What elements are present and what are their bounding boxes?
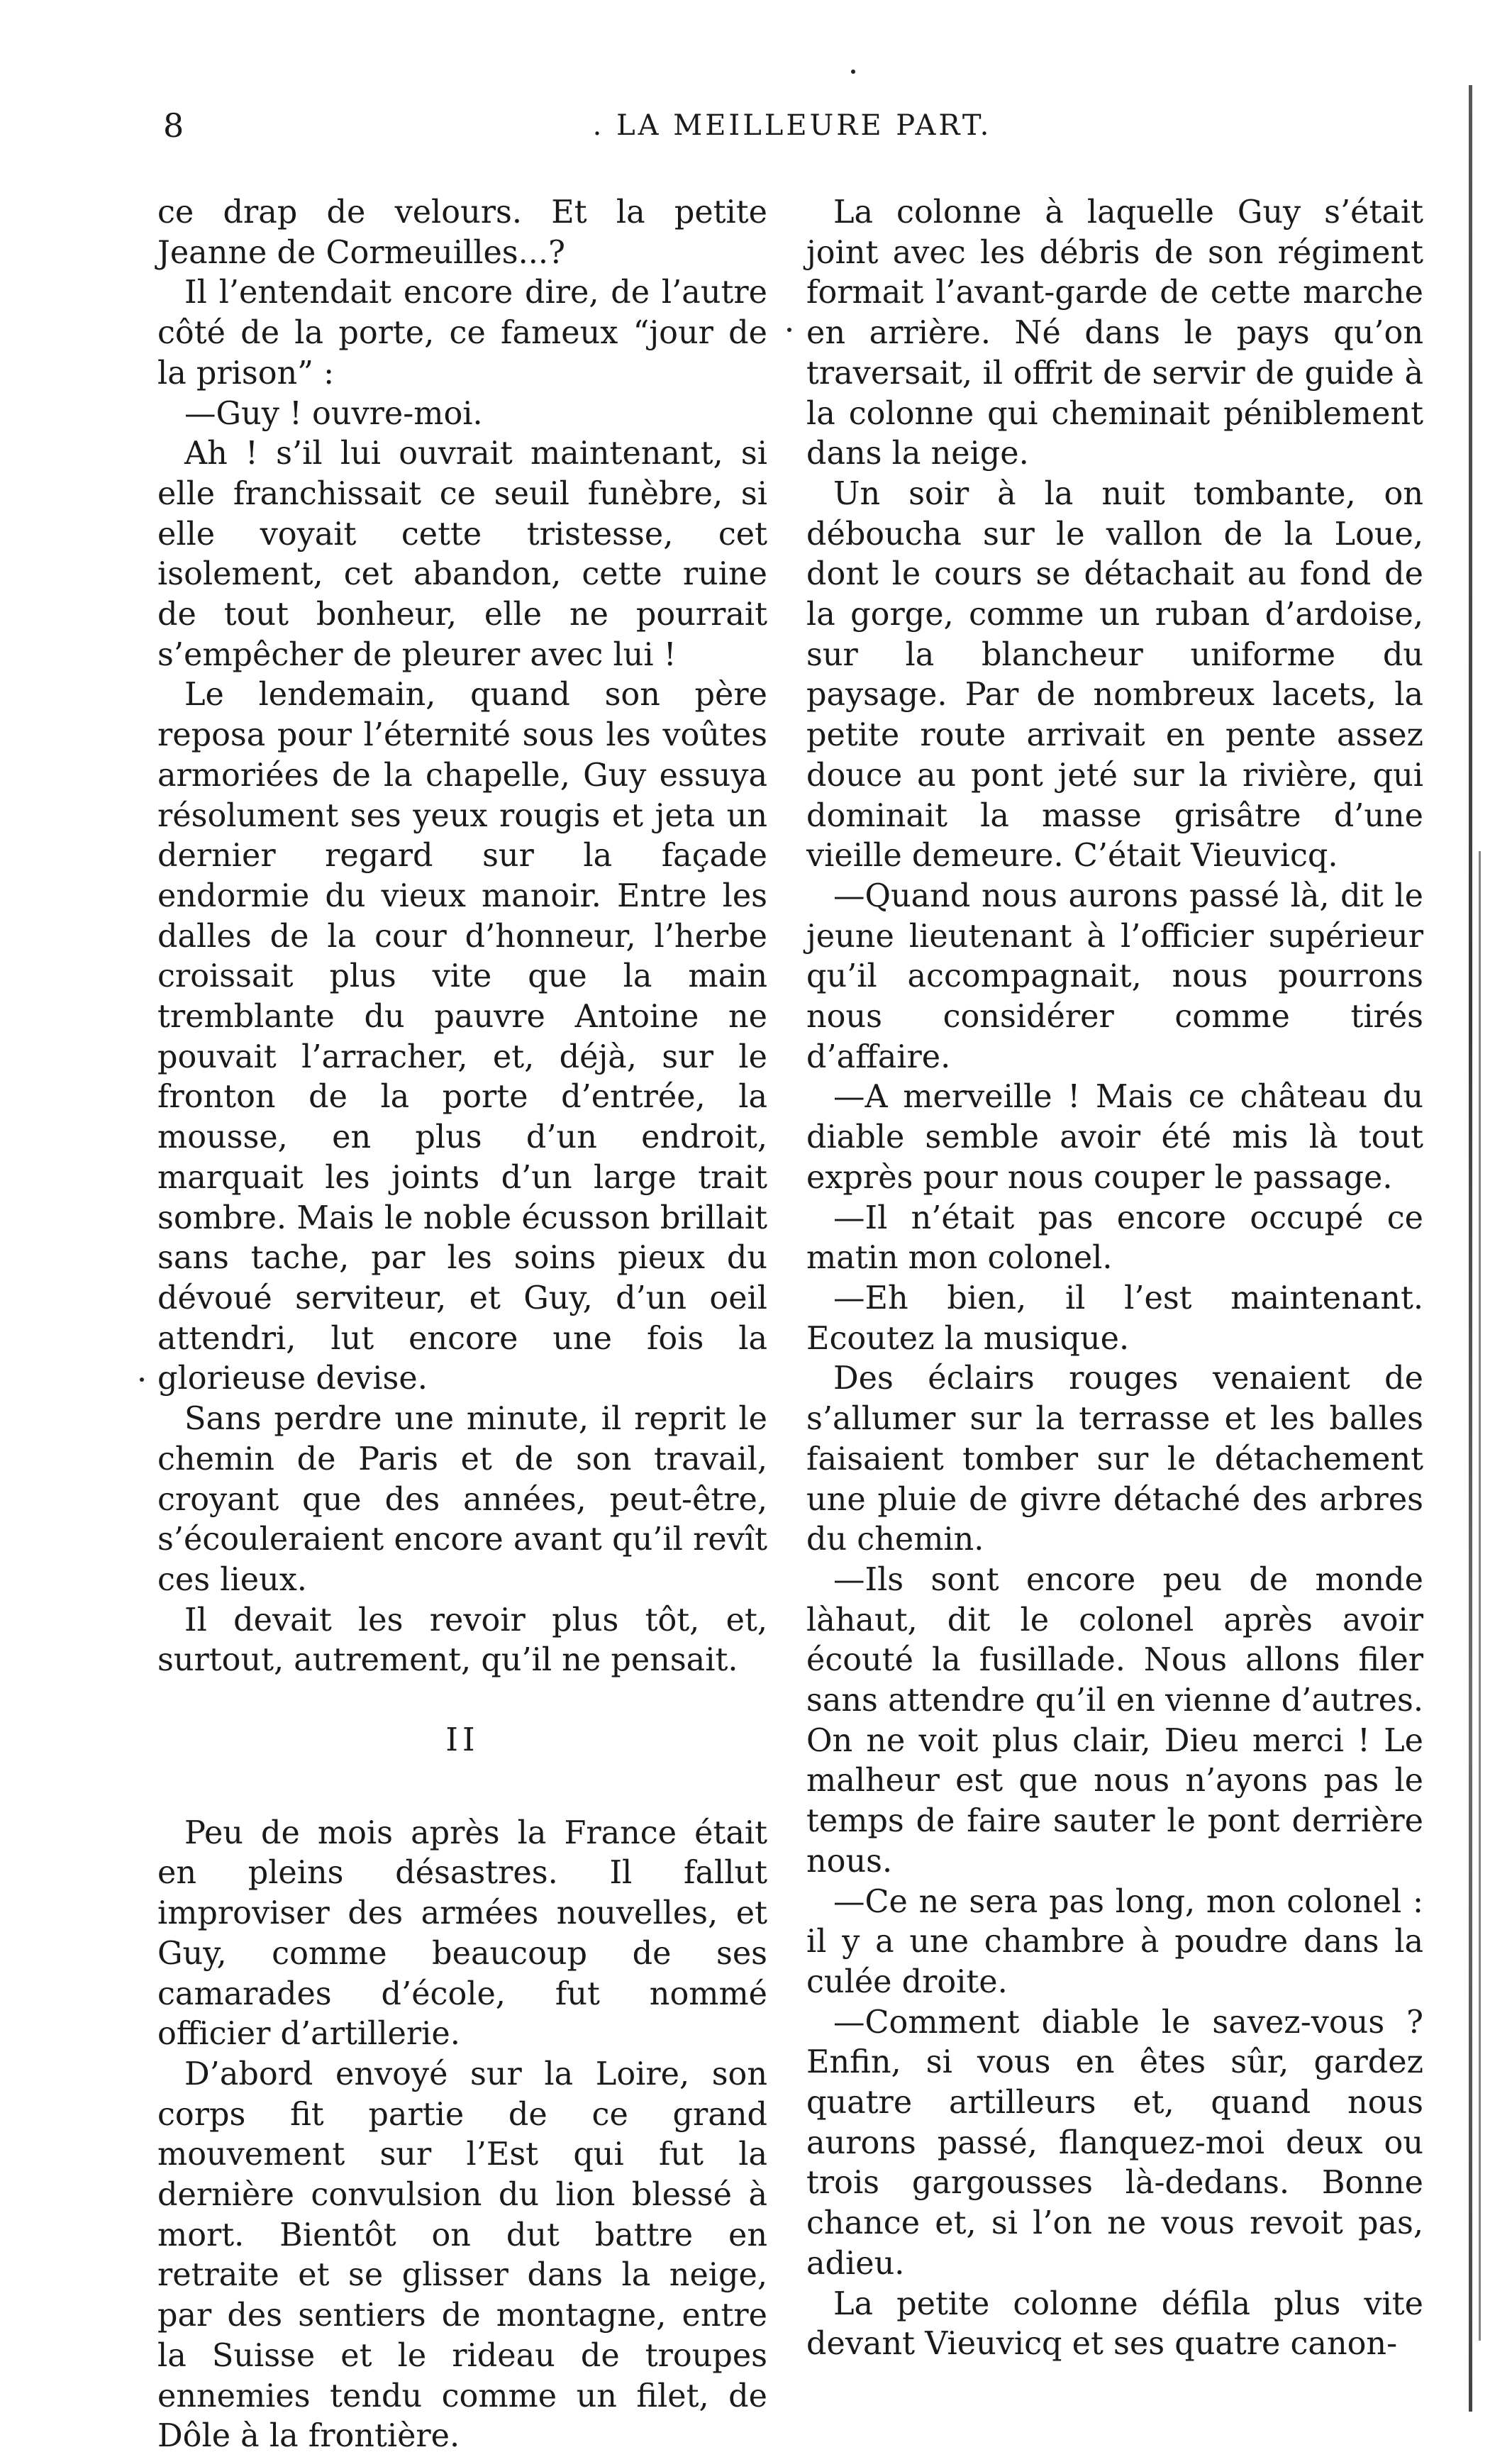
paragraph: Sans perdre une minute, il reprit le chemin de Paris et de son travail, croyant que des années, peut-être, s’écouleraient encore avant qu’il revît ces lieux. [157, 1401, 767, 1598]
page-edge-shadow [1479, 851, 1481, 2341]
page-edge-rule [1469, 85, 1472, 2412]
paragraph: Peu de mois après la France était en pleins désastres. Il fallut improviser des armées nouvelles, et Guy, comme beaucoup de ses camarades d’école, fut nommé officier d’artillerie. [157, 1814, 767, 2053]
right-column [806, 193, 1423, 2365]
paragraph: Le lendemain, quand son père reposa pour l’éternité sous les voûtes armoriées de la chapelle, Guy essuya résolument ses yeux rougis et jeta un dernier regard sur la façade endormie du vieux manoir. Entre les dalles de la cour d’honneur, l’herbe croissait plus vite que la main tremblante du pauvre Antoine ne pouvait l’arracher, et, déjà, sur le fronton de la porte d’entrée, la mousse, en plus d’un endroit, marquait les joints d’un large trait sombre. Mais le noble écusson brillait sans tache, par les soins pieux du dévoué serviteur, et Guy, d’un oeil attendri, lut encore une fois la glorieuse devise. [157, 677, 767, 1397]
paragraph: Un soir à la nuit tombante, on déboucha sur le vallon de la Loue, dont le cours se détachait au fond de la gorge, comme un ruban d’ardoise, sur la blancheur uniforme du paysage. Par de nombreux lacets, la petite route arrivait en pente assez douce au pont jeté sur la rivière, qui dominait la masse grisâtre d’une vieille demeure. C’était Vieuvicq. [806, 475, 1423, 875]
paragraph: —Ce ne sera pas long, mon colonel : il y a une chambre à poudre dans la culée droite. [806, 1883, 1423, 2000]
page-number: 8 [163, 106, 186, 145]
paragraph: —A merveille ! Mais ce château du diable semble avoir été mis là tout exprès pour nous couper le passage. [806, 1079, 1423, 1196]
print-speck [787, 328, 791, 332]
paragraph: D’abord envoyé sur la Loire, son corps fit partie de ce grand mouvement sur l’Est qui fut la dernière convulsion du lion blessé à mort. Bientôt on dut battre en retraite et se glisser dans la neige, par des sentiers de montagne, entre la Suisse et le rideau de troupes ennemies tendu comme un filet, de Dôle à la frontière. [157, 2056, 767, 2455]
paragraph: —Comment diable le savez-vous ? Enfin, si vous en êtes sûr, gardez quatre artilleurs et, quand nous aurons passé, flanquez-moi deux ou trois gargousses là-dedans. Bonne chance et, si l’on ne vous revoit pas, adieu. [806, 2004, 1423, 2282]
paragraph: Il l’entendait encore dire, de l’autre côté de la porte, ce fameux “jour de la prison” : [157, 274, 767, 392]
running-title: . LA MEILLEURE PART. [592, 109, 992, 142]
paragraph: —Eh bien, il l’est maintenant. Ecoutez la musique. [806, 1280, 1423, 1357]
section-number: II [445, 1722, 479, 1759]
print-speck [851, 70, 855, 74]
paragraph: La colonne à laquelle Guy s’était joint avec les débris de son régiment formait l’avant-garde de cette marche en arrière. Né dans le pays qu’on traversait, il offrit de servir de guide à la colonne qui cheminait péniblement dans la neige. [806, 194, 1423, 472]
paragraph: ce drap de velours. Et la petite Jeanne de Cormeuilles...? [157, 194, 767, 271]
paragraph: La petite colonne défila plus vite devant Vieuvicq et ses quatre canon- [806, 2285, 1423, 2363]
paragraph: Des éclairs rouges venaient de s’allumer sur la terrasse et les balles faisaient tomber sur le détachement une pluie de givre détaché des arbres du chemin. [806, 1360, 1423, 1558]
paragraph: —Guy ! ouvre-moi. [184, 395, 483, 432]
paragraph: Il devait les revoir plus tôt, et, surtout, autrement, qu’il ne pensait. [157, 1602, 767, 1679]
paragraph: Ah ! s’il lui ouvrait maintenant, si elle franchissait ce seuil funèbre, si elle voyait cette tristesse, cet isolement, cet abandon, cette ruine de tout bonheur, elle ne pourrait s’empêcher de pleurer avec lui ! [157, 436, 767, 673]
left-column [157, 193, 767, 2457]
page-header [157, 106, 1427, 156]
paragraph: —Ils sont encore peu de monde làhaut, dit le colonel après avoir écouté la fusillade. Nous allons filer sans attendre qu’il en vienne d’autres. On ne voit plus clair, Dieu merci ! Le malheur est que nous n’ayons pas le temps de faire sauter le pont derrière nous. [806, 1561, 1423, 1880]
paragraph: —Quand nous aurons passé là, dit le jeune lieutenant à l’officier supérieur qu’il accompagnait, nous pourrons nous considérer comme tirés d’affaire. [806, 877, 1423, 1075]
paragraph: —Il n’était pas encore occupé ce matin mon colonel. [806, 1199, 1423, 1277]
print-speck [140, 1377, 144, 1382]
